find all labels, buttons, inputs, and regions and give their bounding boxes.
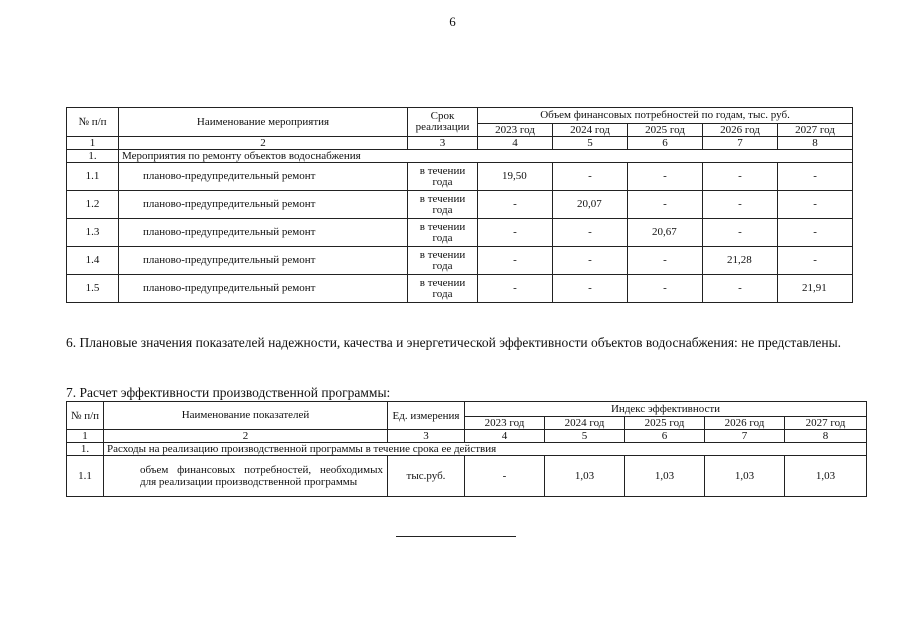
row-value: - <box>703 163 778 191</box>
row-value: - <box>778 163 853 191</box>
financial-needs-table <box>66 107 853 303</box>
table-row <box>67 456 867 497</box>
column-number: 7 <box>703 137 778 150</box>
row-num: 1.5 <box>67 275 119 303</box>
row-value: - <box>478 191 553 219</box>
table-row <box>67 163 853 191</box>
row-value: 1,03 <box>785 456 867 497</box>
row-value: 1,03 <box>545 456 625 497</box>
row-value: 1,03 <box>625 456 705 497</box>
row-value: - <box>628 247 703 275</box>
row-value: - <box>553 275 628 303</box>
row-value: - <box>703 191 778 219</box>
row-num: 1.4 <box>67 247 119 275</box>
row-value: 21,91 <box>778 275 853 303</box>
signature-line <box>396 536 516 537</box>
table-row <box>67 247 853 275</box>
row-term: в течении года <box>408 275 478 303</box>
header-term: Срок реализации <box>408 108 478 137</box>
column-number: 4 <box>478 137 553 150</box>
row-name: планово-предупредительный ремонт <box>119 247 408 275</box>
row-value: 21,28 <box>703 247 778 275</box>
row-value: - <box>628 275 703 303</box>
header-num: № п/п <box>67 108 119 137</box>
section-title: Расходы на реализацию производственной программы в течение срока ее действия <box>104 443 867 456</box>
header-index: Индекс эффективности <box>465 402 867 417</box>
row-value: 20,67 <box>628 219 703 247</box>
row-value: - <box>778 191 853 219</box>
table-row <box>67 219 853 247</box>
column-number: 3 <box>388 430 465 443</box>
header-year: 2027 год <box>785 417 867 430</box>
row-value: 20,07 <box>553 191 628 219</box>
row-term: в течении года <box>408 163 478 191</box>
page-number: 6 <box>449 14 456 29</box>
paragraph-6: 6. Плановые значения показателей надежности, качества и энергетической эффективности объектов водоснабжения: не представлены. <box>66 335 842 350</box>
header-name: Наименование показателей <box>104 402 388 430</box>
column-number: 8 <box>785 430 867 443</box>
table-row <box>67 191 853 219</box>
row-value: 1,03 <box>705 456 785 497</box>
header-year: 2026 год <box>705 417 785 430</box>
row-value: - <box>628 163 703 191</box>
paragraph-7: 7. Расчет эффективности производственной программы: <box>66 385 391 400</box>
column-number: 4 <box>465 430 545 443</box>
row-value: 19,50 <box>478 163 553 191</box>
table-row <box>67 275 853 303</box>
section-num: 1. <box>67 150 119 163</box>
header-year: 2027 год <box>778 124 853 137</box>
row-value: - <box>478 275 553 303</box>
row-term: в течении года <box>408 219 478 247</box>
row-num: 1.1 <box>67 163 119 191</box>
row-value: - <box>465 456 545 497</box>
header-year: 2024 год <box>553 124 628 137</box>
column-number: 6 <box>625 430 705 443</box>
header-year: 2025 год <box>628 124 703 137</box>
row-num: 1.2 <box>67 191 119 219</box>
row-value: - <box>478 247 553 275</box>
row-value: - <box>553 219 628 247</box>
header-year: 2024 год <box>545 417 625 430</box>
header-unit: Ед. измерения <box>388 402 465 430</box>
row-name: объем финансовых потребностей, необходимых для реализации производственной программы <box>104 456 388 497</box>
row-value: - <box>703 275 778 303</box>
column-number: 8 <box>778 137 853 150</box>
row-name: планово-предупредительный ремонт <box>119 275 408 303</box>
header-name: Наименование мероприятия <box>119 108 408 137</box>
row-name: планово-предупредительный ремонт <box>119 219 408 247</box>
row-value: - <box>478 219 553 247</box>
row-num: 1.3 <box>67 219 119 247</box>
row-value: - <box>703 219 778 247</box>
row-value: - <box>778 247 853 275</box>
row-unit: тыс.руб. <box>388 456 465 497</box>
row-name: планово-предупредительный ремонт <box>119 163 408 191</box>
column-number: 5 <box>545 430 625 443</box>
header-volume: Объем финансовых потребностей по годам, тыс. руб. <box>478 108 853 124</box>
column-number: 1 <box>67 137 119 150</box>
column-number: 1 <box>67 430 104 443</box>
column-number: 7 <box>705 430 785 443</box>
row-term: в течении года <box>408 247 478 275</box>
header-num: № п/п <box>67 402 104 430</box>
column-number: 2 <box>119 137 408 150</box>
efficiency-table <box>66 401 867 497</box>
column-number: 2 <box>104 430 388 443</box>
header-year: 2023 год <box>465 417 545 430</box>
row-term: в течении года <box>408 191 478 219</box>
row-name: планово-предупредительный ремонт <box>119 191 408 219</box>
column-number: 5 <box>553 137 628 150</box>
column-number: 3 <box>408 137 478 150</box>
row-num: 1.1 <box>67 456 104 497</box>
header-year: 2023 год <box>478 124 553 137</box>
row-value: - <box>553 163 628 191</box>
header-year: 2026 год <box>703 124 778 137</box>
column-number: 6 <box>628 137 703 150</box>
row-value: - <box>628 191 703 219</box>
row-value: - <box>778 219 853 247</box>
section-title: Мероприятия по ремонту объектов водоснабжения <box>119 150 853 163</box>
section-num: 1. <box>67 443 104 456</box>
row-value: - <box>553 247 628 275</box>
header-year: 2025 год <box>625 417 705 430</box>
